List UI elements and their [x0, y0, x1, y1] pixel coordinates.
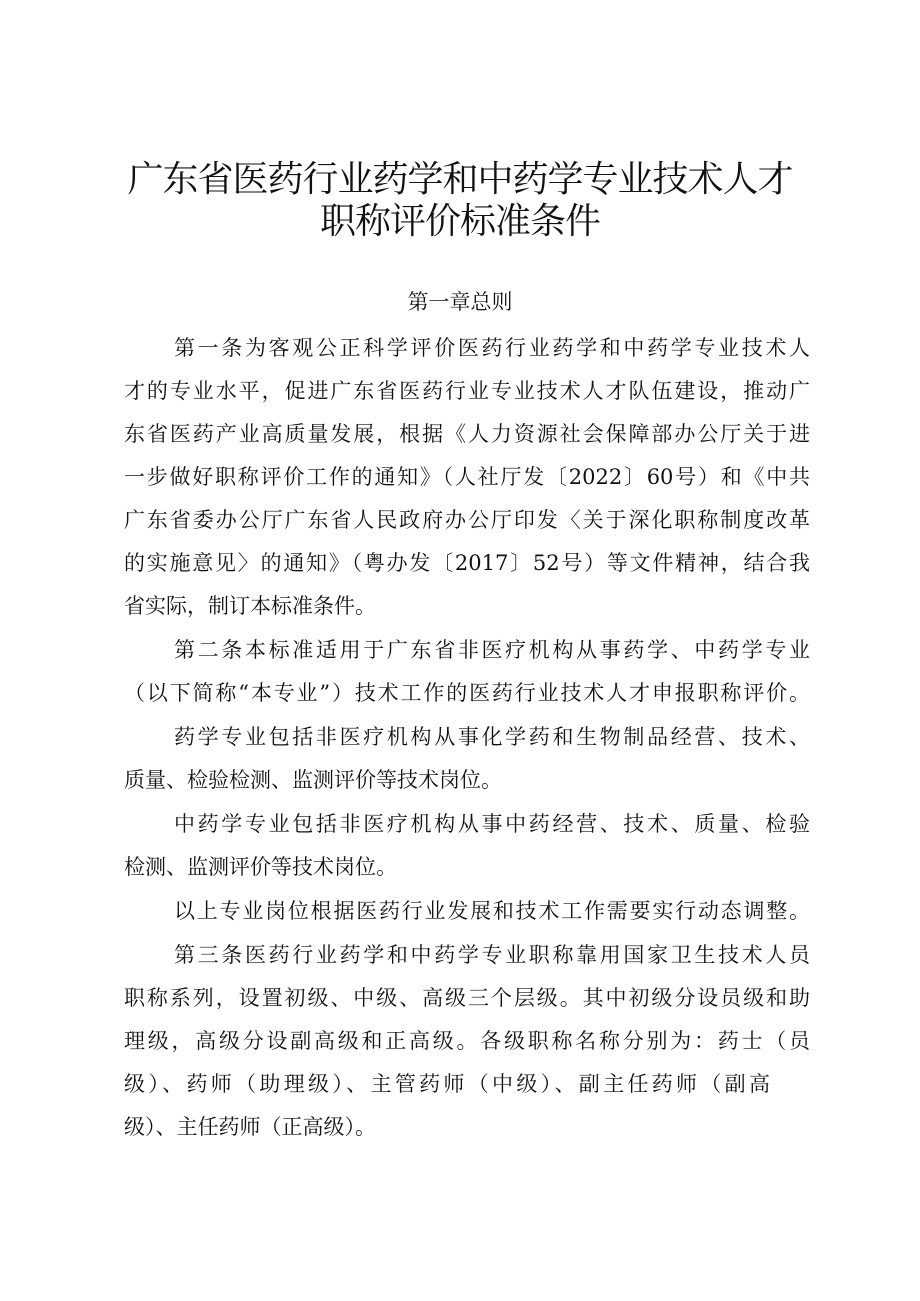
- article-2-line: （以下简称“本专业”）技术工作的医药行业技术人才申报职称评价。: [124, 681, 810, 705]
- article-1-line: 东省医药产业高质量发展，根据《人力资源社会保障部办公厅关于进: [124, 422, 810, 446]
- tcm-scope-line: 中药学专业包括非医疗机构从事中药经营、技术、质量、检验: [174, 812, 810, 836]
- article-1-line: 一步做好职称评价工作的通知》（人社厅发〔2022〕60号）和《中共: [124, 465, 810, 489]
- article-2-line: 第二条本标准适用于广东省非医疗机构从事药学、中药学专业: [174, 638, 810, 662]
- article-3-line: 理级，高级分设副高级和正高级。各级职称名称分别为：药士（员: [124, 1029, 810, 1053]
- document-title-line-2: 职称评价标准条件: [319, 201, 600, 242]
- article-3-line: 第三条医药行业药学和中药学专业职称靠用国家卫生技术人员: [174, 943, 810, 967]
- article-3-line: 级）、主任药师（正高级）。: [124, 1115, 376, 1139]
- pharmacy-scope-line: 药学专业包括非医疗机构从事化学药和生物制品经营、技术、: [174, 725, 810, 749]
- document-title-line-1: 广东省医药行业药学和中药学专业技术人才: [127, 159, 793, 200]
- article-1-line: 省实际，制订本标准条件。: [124, 594, 376, 618]
- article-3-line: 职称系列，设置初级、中级、高级三个层级。其中初级分设员级和助: [124, 986, 810, 1010]
- article-1-line: 才的专业水平，促进广东省医药行业专业技术人才队伍建设，推动广: [124, 379, 810, 403]
- dynamic-adjustment-line: 以上专业岗位根据医药行业发展和技术工作需要实行动态调整。: [174, 899, 810, 923]
- pharmacy-scope-line: 质量、检验检测、监测评价等技术岗位。: [124, 768, 502, 792]
- article-1-line: 的实施意见〉的通知》（粤办发〔2017〕52号）等文件精神，结合我: [124, 551, 810, 575]
- chapter-heading: 第一章总则: [407, 290, 513, 314]
- article-1-line: 第一条为客观公正科学评价医药行业药学和中药学专业技术人: [174, 336, 810, 360]
- tcm-scope-line: 检测、监测评价等技术岗位。: [124, 855, 397, 879]
- article-1-line: 广东省委办公厅广东省人民政府办公厅印发〈关于深化职称制度改革: [124, 508, 810, 532]
- article-3-line: 级）、药师（助理级）、主管药师（中级）、副主任药师（副高: [124, 1072, 770, 1096]
